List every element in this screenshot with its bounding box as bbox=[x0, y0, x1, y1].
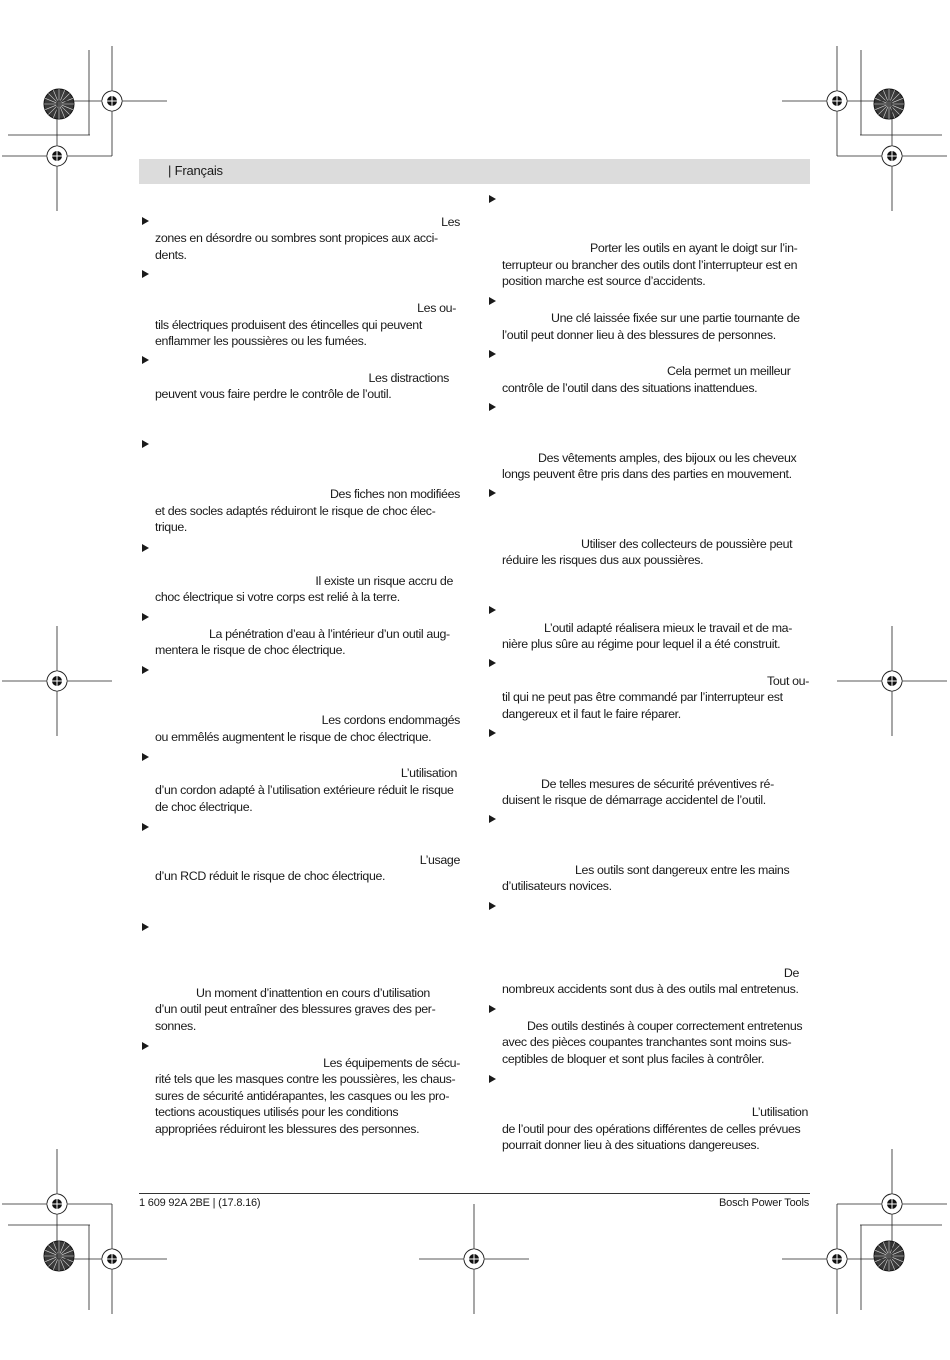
bullet-icon bbox=[489, 659, 496, 667]
text-line: Cela permet un meilleur bbox=[667, 364, 791, 378]
bullet-icon bbox=[489, 606, 496, 614]
text-line: dents. bbox=[155, 248, 187, 262]
bullet-icon bbox=[489, 350, 496, 358]
text-line: til qui ne peut pas être commandé par l’interrupteur est bbox=[502, 690, 783, 704]
text-line: de choc électrique. bbox=[155, 800, 253, 814]
text-line: Les distractions bbox=[368, 371, 449, 385]
text-line: d’utilisateurs novices. bbox=[502, 879, 612, 893]
bullet-icon bbox=[489, 902, 496, 910]
text-line: sonnes. bbox=[155, 1019, 196, 1033]
text-line: position marche est source d’accidents. bbox=[502, 274, 706, 288]
bullet-icon bbox=[489, 297, 496, 305]
text-line: contrôle de l’outil dans des situations inattendues. bbox=[502, 381, 758, 395]
text-line: sures de sécurité antidérapantes, les casques ou les pro- bbox=[155, 1089, 450, 1103]
text-line: duisent le risque de démarrage accidentel de l’outil. bbox=[502, 793, 766, 807]
text-line: dangereux et il faut le faire réparer. bbox=[502, 707, 681, 721]
bullet-icon bbox=[142, 217, 149, 225]
text-line: nière plus sûre au régime pour lequel il a été construit. bbox=[502, 637, 781, 651]
text-line: appropriées réduiront les blessures des personnes. bbox=[155, 1122, 420, 1136]
text-line: Des fiches non modifiées bbox=[329, 487, 460, 501]
footer-brand: Bosch Power Tools bbox=[719, 1197, 809, 1209]
text-line: L’usage bbox=[419, 853, 460, 867]
footer-divider bbox=[139, 1193, 810, 1194]
text-line: pourrait donner lieu à des situations dangereuses. bbox=[502, 1138, 760, 1152]
text-line: L’outil adapté réalisera mieux le travail et de ma- bbox=[544, 621, 792, 635]
bullet-icon bbox=[142, 440, 149, 448]
bullet-icon bbox=[142, 613, 149, 621]
text-line: Les équipements de sécu- bbox=[323, 1056, 460, 1070]
header-band bbox=[139, 159, 810, 184]
bullet-icon bbox=[142, 1042, 149, 1050]
text-line: d’un RCD réduit le risque de choc électrique. bbox=[155, 869, 386, 883]
text-line: tils électriques produisent des étincelles qui peuvent bbox=[155, 318, 422, 332]
bullet-icon bbox=[489, 1075, 496, 1083]
text-line: l’outil peut donner lieu à des blessures de personnes. bbox=[502, 328, 776, 342]
text-line: Des vêtements amples, des bijoux ou les cheveux bbox=[538, 451, 797, 465]
text-line: terrupteur ou brancher des outils dont l’interrupteur est en bbox=[502, 258, 798, 272]
bullet-icon bbox=[489, 195, 496, 203]
text-line: De telles mesures de sécurité préventives ré- bbox=[541, 777, 774, 791]
bullet-icon bbox=[142, 356, 149, 364]
text-line: mentera le risque de choc électrique. bbox=[155, 643, 346, 657]
text-line: L’utilisation bbox=[400, 766, 457, 780]
text-line: Porter les outils en ayant le doigt sur l’in- bbox=[590, 241, 798, 255]
text-line: Les bbox=[441, 215, 460, 229]
footer-document-number: 1 609 92A 2BE | (17.8.16) bbox=[139, 1197, 261, 1209]
bullet-icon bbox=[489, 1005, 496, 1013]
text-line: Utiliser des collecteurs de poussière peut bbox=[581, 537, 793, 551]
text-line: tections acoustiques utilisés pour les conditions bbox=[155, 1105, 399, 1119]
text-line: De bbox=[783, 966, 799, 980]
text-line: Tout ou- bbox=[767, 674, 809, 688]
text-line: et des socles adaptés réduiront le risque de choc élec- bbox=[155, 504, 436, 518]
text-line: Des outils destinés à couper correctement entretenus bbox=[527, 1019, 803, 1033]
text-line: rité tels que les masques contre les poussières, les chaus- bbox=[155, 1072, 456, 1086]
text-line: Un moment d’inattention en cours d’utilisation bbox=[196, 986, 430, 1000]
text-line: Les ou- bbox=[417, 301, 456, 315]
text-line: choc électrique si votre corps est relié à la terre. bbox=[155, 590, 400, 604]
bullet-icon bbox=[142, 666, 149, 674]
bullet-icon bbox=[142, 270, 149, 278]
text-line: d’un cordon adapté à l’utilisation extérieure réduit le risque bbox=[155, 783, 454, 797]
text-line: peuvent vous faire perdre le contrôle de l’outil. bbox=[155, 387, 392, 401]
text-line: nombreux accidents sont dus à des outils mal entretenus. bbox=[502, 982, 799, 996]
bullet-icon bbox=[489, 403, 496, 411]
text-line: enflammer les poussières ou les fumées. bbox=[155, 334, 367, 348]
bullet-icon bbox=[142, 923, 149, 931]
bullet-icon bbox=[142, 823, 149, 831]
page-header-language: | Français bbox=[168, 163, 223, 178]
text-line: Il existe un risque accru de bbox=[315, 574, 453, 588]
text-line: de l’outil pour des opérations différentes de celles prévues bbox=[502, 1122, 801, 1136]
text-line: zones en désordre ou sombres sont propices aux acci- bbox=[155, 231, 438, 245]
bullet-icon bbox=[489, 729, 496, 737]
text-line: longs peuvent être pris dans des parties en mouvement. bbox=[502, 467, 792, 481]
text-line: avec des pièces coupantes tranchantes sont moins sus- bbox=[502, 1035, 792, 1049]
text-line: Les cordons endommagés bbox=[321, 713, 460, 727]
text-line: ou emmêlés augmentent le risque de choc électrique. bbox=[155, 730, 432, 744]
text-line: réduire les risques dus aux poussières. bbox=[502, 553, 704, 567]
text-line: La pénétration d’eau à l’intérieur d’un outil aug- bbox=[209, 627, 450, 641]
bullet-icon bbox=[489, 815, 496, 823]
text-line: Une clé laissée fixée sur une partie tournante de bbox=[551, 311, 800, 325]
text-line: L’utilisation bbox=[751, 1105, 808, 1119]
bullet-icon bbox=[489, 489, 496, 497]
bullet-icon bbox=[142, 753, 149, 761]
text-line: trique. bbox=[155, 520, 187, 534]
text-line: d’un outil peut entraîner des blessures graves des per- bbox=[155, 1002, 436, 1016]
text-line: Les outils sont dangereux entre les mains bbox=[575, 863, 790, 877]
bullet-icon bbox=[142, 544, 149, 552]
text-line: ceptibles de bloquer et sont plus faciles à contrôler. bbox=[502, 1052, 765, 1066]
